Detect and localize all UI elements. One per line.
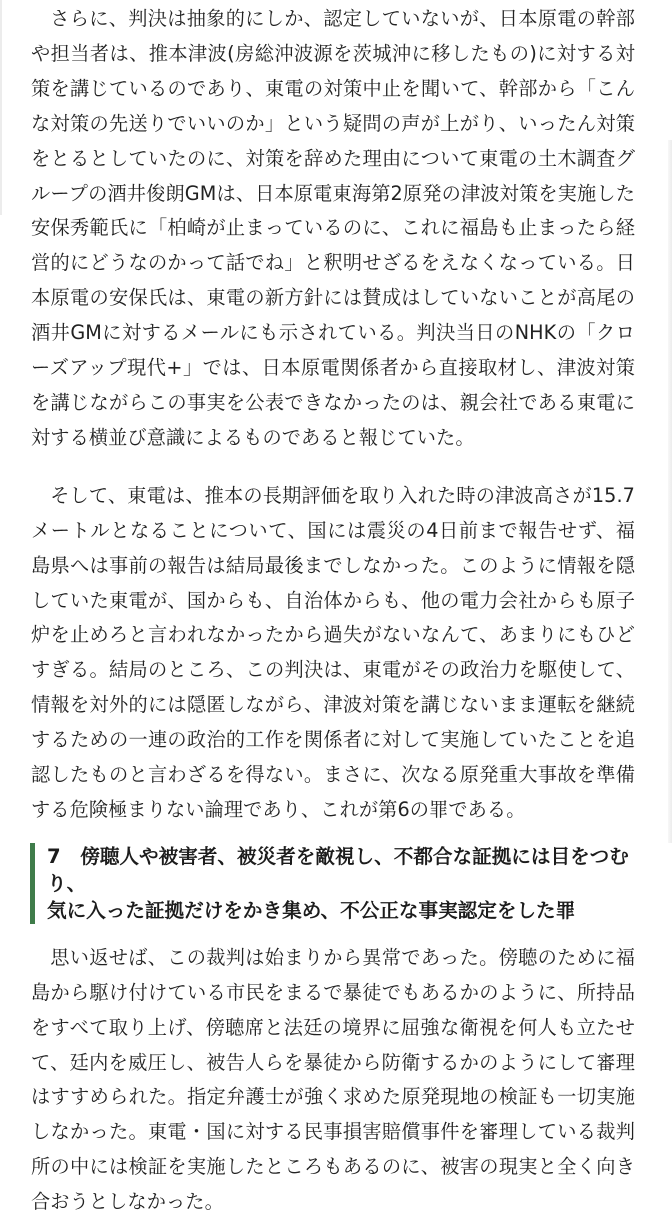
section-heading-wrapper — [30, 843, 635, 924]
page-edge-left — [0, 0, 2, 215]
section-title-line2: 気に入った証拠だけをかき集め、不公正な事実認定をした罪 — [47, 898, 576, 922]
section-title-line1: 傍聴人や被害者、被災者を敵視し、不都合な証拠には目をつむり、 — [47, 844, 629, 895]
paragraph-section-7-body: 思い返せば、この裁判は始まりから異常であった。傍聴のために福島から駆け付けている市民をまるで暴徒でもあるかのように、所持品をすべて取り上げ、傍聴席と法廷の境界に屈強な衛視を何人も立たせて、廷内を威圧し、被告人らを暴徒から防衛するかのようにして審理はすすめられた。指定弁護士が強く求めた原発現地の検証も一切実施しなかった。東電・国に対する民事損害賠償事件を審理している裁判所の中には検証を実施したところもあるのに、被害の現実と全く向き合おうとしなかった。 — [31, 945, 635, 1214]
article-body — [31, 0, 635, 1220]
paragraph-argument-sixth-crime-part2: そして、東電は、推本の長期評価を取り入れた時の津波高さが15.7メートルとなることについて、国には震災の4日前まで報告せず、福島県へは事前の報告は結局最後までしなかった。このように情報を隠していた東電が、国からも、自治体からも、他の電力会社からも原子炉を止めろと言われなかったから過失がないなんて、あまりにもひどすぎる。結局のところ、この判決は、東電がその政治力を駆使して、情報を対外的には隠匿しながら、津波対策を講じないまま運転を継続するための一連の政治的工作を関係者に対して実施していたことを追認したものと言わざるを得ない。まさに、次なる原発重大事故を準備する危険極まりない論理であり、これが第6の罪である。 — [31, 483, 635, 821]
section-number: 7 — [47, 844, 61, 868]
page-edge-right — [668, 140, 672, 843]
section-spacer — [61, 845, 81, 868]
section-heading-7 — [30, 843, 635, 924]
paragraph-argument-sixth-crime-part1: さらに、判決は抽象的にしか、認定していないが、日本原電の幹部や担当者は、推本津波(房総沖波源を茨城沖に移したもの)に対する対策を講じているのであり、東電の対策中止を聞いて、幹部から「こんな対策の先送りでいいのか」という疑問の声が上がり、いったん対策をとるとしていたのに、対策を辞めた理由について東電の土木調査グループの酒井俊朗GMは、日本原電東海第2原発の津波対策を実施した安保秀範氏に「柏崎が止まっているのに、これに福島も止まったら経営的にどうなのかって話でね」と釈明せざるをえなくなっている。日本原電の安保氏は、東電の新方針には賛成はしていないことが高尾の酒井GMに対するメールにも示されている。判決当日のNHKの「クローズアップ現代+」では、日本原電関係者から直接取材し、津波対策を講じながらこの事実を公表できなかったのは、親会社である東電に対する横並び意識によるものであると報じていた。 — [31, 7, 635, 449]
